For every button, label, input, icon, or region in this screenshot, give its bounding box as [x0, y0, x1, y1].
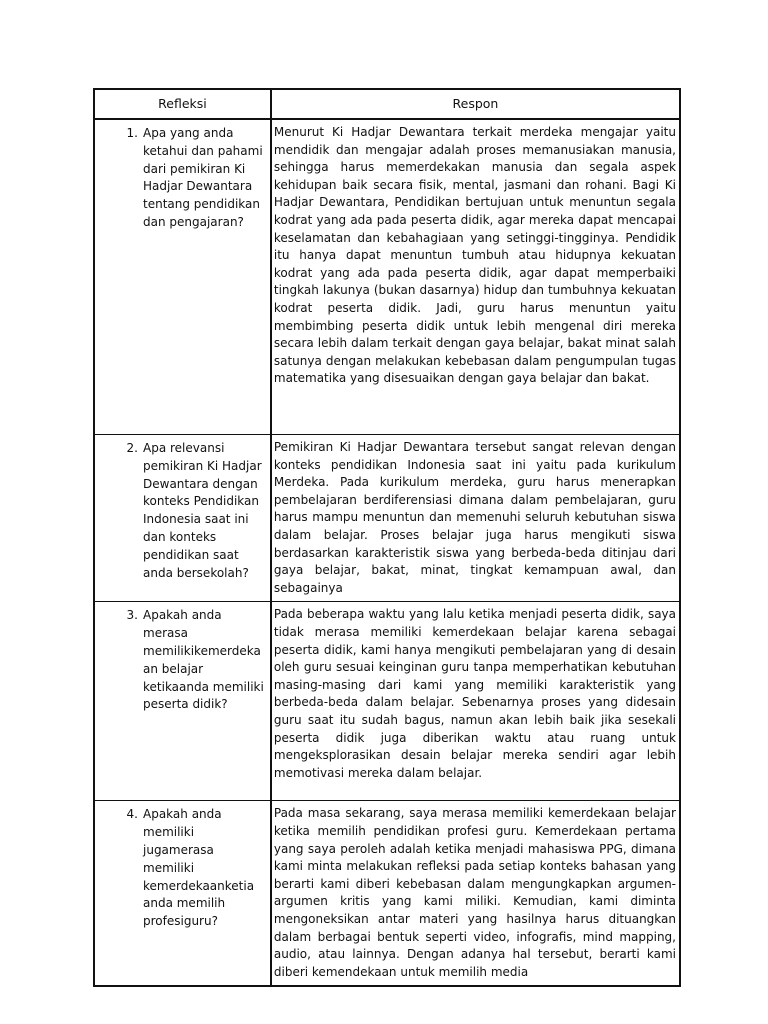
- header-respon: Respon: [272, 90, 679, 120]
- answer-cell: [272, 435, 679, 602]
- question-number: 4.: [126, 807, 138, 822]
- question-cell: [95, 801, 272, 985]
- answer-text: Pada masa sekarang, saya merasa memiliki kemerdekaan belajar ketika memilih pendidikan profesi guru. Kemerdekaan pertama yang saya peroleh adalah ketika menjadi mahasiswa PPG, dimana kami minta melakukan refleksi pada setiap konteks bahasan yang berarti kami diberi kebebasan dalam mengungkapkan argumen-argumen kritis yang kami miliki. Kemudian, kami diminta mengoneksikan antar materi yang hasilnya harus dituangkan dalam berbagai bentuk seperti video, infografis, mind mapping, audio, atau lainnya. Dengan adanya hal tersebut, berarti kami diberi kemendekaan untuk memilih media: [273, 806, 676, 979]
- table-row: [95, 602, 679, 801]
- answer-cell: [272, 120, 679, 435]
- header-refleksi: Refleksi: [95, 90, 272, 120]
- answer-text: Menurut Ki Hadjar Dewantara terkait merdeka mengajar yaitu mendidik dan mengajar adalah proses memanusiakan manusia, sehingga harus memerdekakan manusia dan segala aspek kehidupan baik secara fisik, mental, jasmani dan rohani. Bagi Ki Hadjar Dewantara, Pendidikan bertujuan untuk menuntun segala kodrat yang ada pada peserta didik, agar mereka dapat mencapai keselamatan dan kebahagiaan yang setinggi-tingginya. Pendidik itu hanya dapat menuntun tumbuh atau hidupnya kekuatan kodrat yang ada pada peserta didik, agar dapat memperbaiki tingkah lakunya (bukan dasarnya) hidup dan tumbuhnya kekuatan kodrat peserta didik. Jadi, guru harus menuntun yaitu membimbing peserta didik untuk lebih mengenal diri mereka secara lebih dalam terkait dengan gaya belajar, bakat minat salah satunya dengan melakukan kebebasan dalam pengumpulan tugas matematika yang disesuaikan dengan gaya belajar dan bakat.: [273, 125, 676, 386]
- reflection-table: [93, 88, 681, 987]
- question-text: Apa yang anda ketahui dan pahami dari pemikiran Ki Hadjar Dewantara tentang pendidikan dan pengajaran?: [143, 126, 263, 229]
- question-number: 1.: [126, 126, 138, 140]
- question-text: Apakah anda memiliki jugamerasa memiliki kemerdekaanketia anda memilih profesiguru?: [143, 807, 255, 929]
- answer-cell: [272, 801, 679, 985]
- question-cell: [95, 602, 272, 801]
- question-text: Apa relevansi pemikiran Ki Hadjar Dewantara dengan konteks Pendidikan Indonesia saat ini dan konteks pendidikan saat anda bersekolah?: [143, 441, 262, 580]
- table-row: [95, 801, 679, 985]
- question-text: Apakah anda merasa memilikikemerdekaan belajar ketikaanda memiliki peserta didik?: [143, 608, 264, 712]
- answer-text: Pada beberapa waktu yang lalu ketika menjadi peserta didik, saya tidak merasa memiliki kemerdekaan belajar karena sebagai peserta didik, kami hanya mengikuti pembelajaran yang di desain oleh guru sesuai keinginan guru tanpa memperhatikan kebutuhan masing-masing dari kami yang memiliki karakteristik yang berbeda-beda dalam belajar. Sebenarnya proses yang didesain guru saat itu sudah bagus, namun akan lebih baik jika sesekali peserta didik juga diberikan waktu atau ruang untuk mengeksplorasikan desain belajar mereka sendiri agar lebih memotivasi mereka dalam belajar.: [273, 607, 676, 780]
- table-header-row: [95, 90, 679, 120]
- answer-text: Pemikiran Ki Hadjar Dewantara tersebut sangat relevan dengan konteks pendidikan Indonesia saat ini yaitu pada kurikulum Merdeka. Pada kurikulum merdeka, guru harus menerapkan pembelajaran berdiferensiasi dimana dalam pembelajaran, guru harus mampu menuntun dan memenuhi seluruh kebutuhan siswa dalam belajar. Proses belajar juga harus mengikuti siswa berdasarkan karakteristik siswa yang berbeda-beda ditinjau dari gaya belajar, bakat, minat, tingkat kemampuan awal, dan sebagainya: [273, 440, 676, 595]
- question-number: 3.: [126, 608, 138, 623]
- question-cell: [95, 435, 272, 602]
- question-cell: [95, 120, 272, 435]
- table-row: [95, 120, 679, 435]
- table-row: [95, 435, 679, 602]
- question-number: 2.: [126, 441, 138, 455]
- answer-cell: [272, 602, 679, 801]
